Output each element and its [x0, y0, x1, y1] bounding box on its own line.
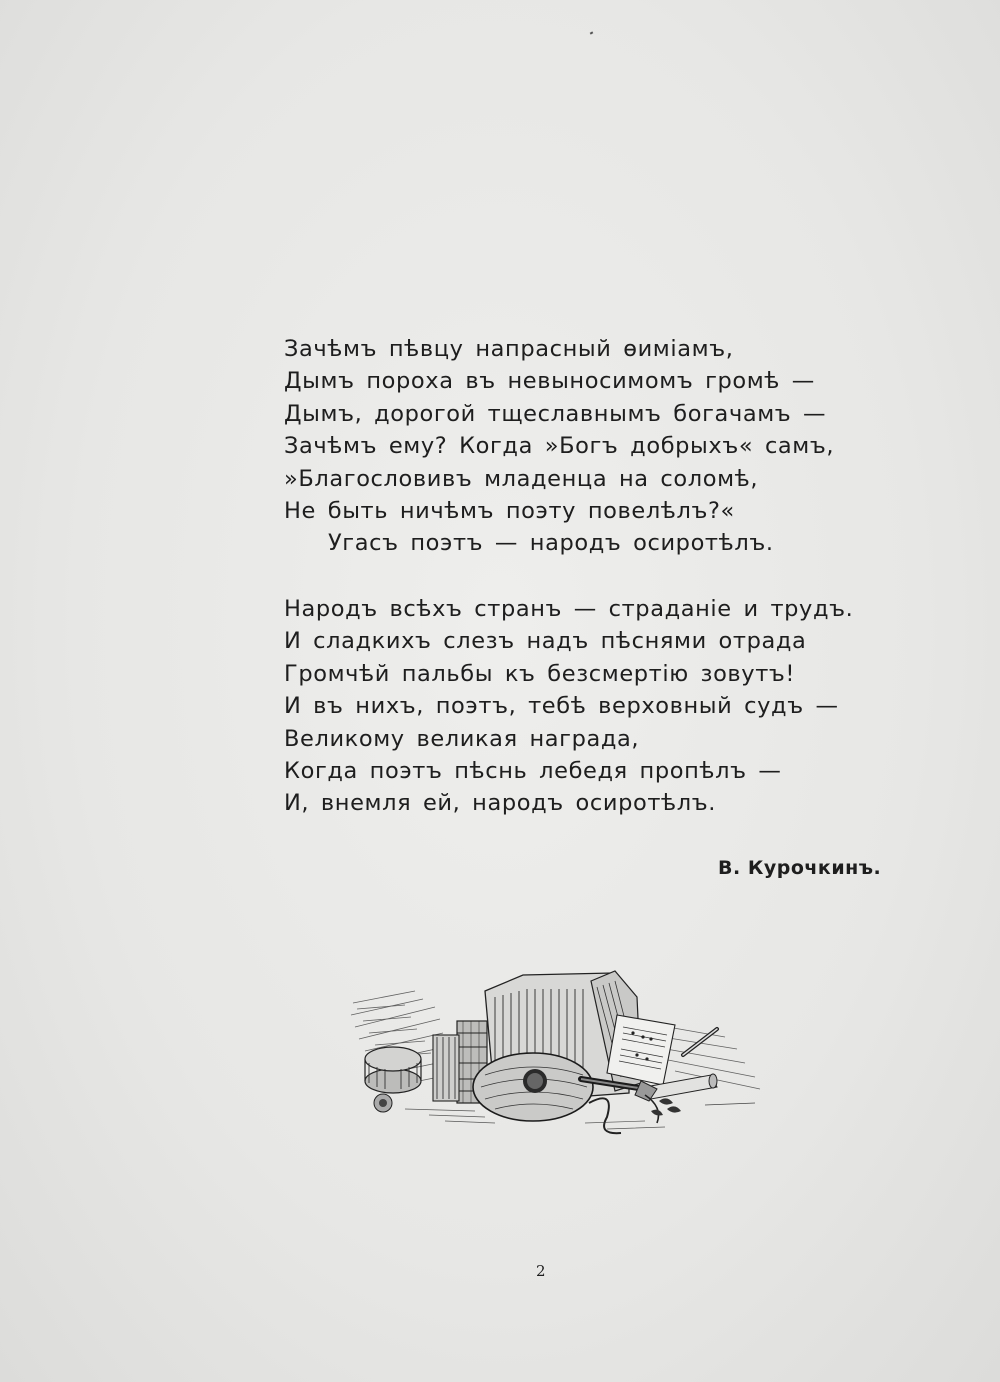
- poem-line: Народъ всѣхъ странъ — страданіе и трудъ.: [284, 596, 854, 622]
- ink-speck: [590, 31, 594, 34]
- poem-stanza-2: [284, 593, 853, 820]
- poem-line: И въ нихъ, поэтъ, тебѣ верховный судъ —: [284, 693, 839, 720]
- poem-refrain-line: Угасъ поэтъ — народъ осиротѣлъ.: [328, 530, 774, 557]
- poem-stanza-1: [284, 333, 834, 560]
- author-signature: В. Курочкинъ.: [718, 857, 882, 879]
- poem-line: Дымъ, дорогой тщеславнымъ богачамъ —: [284, 400, 827, 427]
- poem-line: Великому великая награда,: [284, 725, 640, 752]
- poem-line: Зачѣмъ пѣвцу напрасный ѳиміамъ,: [284, 336, 734, 362]
- books-and-mandolin-vignette-icon: [345, 963, 770, 1138]
- poem-line: Зачѣмъ ему? Когда »Богъ добрыхъ« самъ,: [284, 433, 835, 460]
- poem-line: И сладкихъ слезъ надъ пѣснями отрада: [284, 628, 807, 655]
- page-number: 2: [536, 1262, 546, 1280]
- poem-line: И, внемля ей, народъ осиротѣлъ.: [284, 790, 716, 817]
- poem-line: Дымъ пороха въ невыносимомъ громѣ —: [284, 368, 815, 395]
- poem-line: Громчѣй пальбы къ безсмертію зовутъ!: [284, 660, 796, 687]
- poem-line: »Благословивъ младенца на соломѣ,: [284, 465, 759, 492]
- poem-line: Не быть ничѣмъ поэту повелѣлъ?«: [284, 497, 735, 524]
- poem-line: Когда поэтъ пѣснь лебедя пропѣлъ —: [284, 757, 782, 784]
